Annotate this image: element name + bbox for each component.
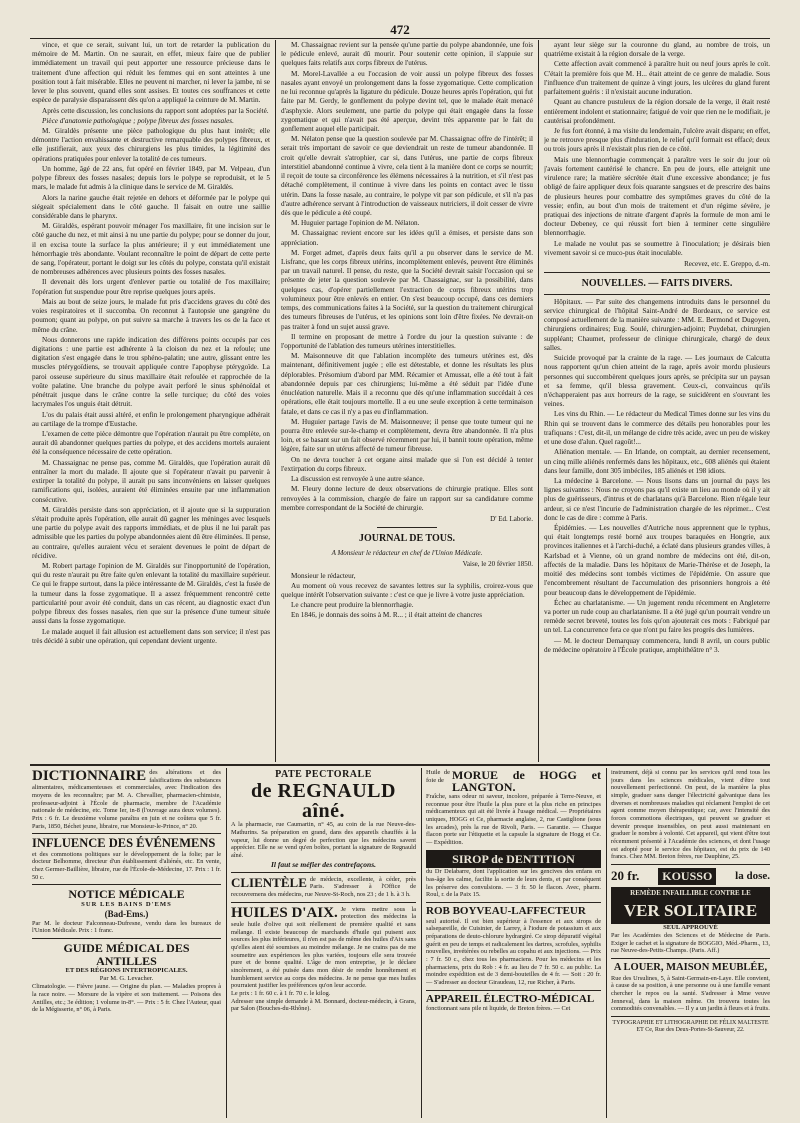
separator: [544, 272, 770, 273]
paragraph: Nous donnerons une rapide indication des différens points occupés par ces digitations : une partie est adhérente à la cloison du nez et la refoule; une digitation s'est engagée dans le trou sphéno-palatin; une autre, glissant entre les muscles ptérygoïdiens, se trouvait appliquée contre l'apophyse ptérygoïde. La paroi osseuse supérieure du sinus maxillaire était refoulée et rapprochée de la voûte palatine. Une branche du polype avait perforé le sinus sphénoïdal et pénétrait jusque dans le crâne contre la selle turcique; du côté des voies lacrymales l'os unguis était détruit.: [32, 335, 270, 409]
ad-text: fonctionnant sans pile ni liquide, de Breton frères. — Cet: [426, 1005, 571, 1013]
paragraph: ayant leur siège sur la couronne du gland, au nombre de trois, un quatrième existait à la région dorsale de la verge.: [544, 41, 770, 59]
separator: [32, 833, 221, 834]
paragraph: M. Forget admet, d'après deux faits qu'il a pu observer dans le service de M. Lisfranc, que les corps fibreux utérins, incomplètement enlevés, peuvent être éliminés par un travail naturel. Il pense, du reste, que la Société devrait saisir l'occasion qui se présente de jeter la question soulevée par M. Chassaignac, sur la possibilité, dans quelques cas, d'opérer partiellement l'extraction de corps fibreux utérins trop volumineux pour être enlevés en entier. On s'est beaucoup occupé, dans ces derniers temps, des communications faites à la Société, sur la question du traitement chirurgical des tumeurs fibreuses de l'utérus, et les opinions sont loin d'être fixées. Ne devrait-on pas traiter à fond un sujet aussi grave.: [281, 248, 533, 331]
ad-notice-medicale: [32, 888, 221, 935]
ad-rob-boyveau: [426, 906, 601, 987]
journal-date: Vaise, le 20 février 1850.: [462, 559, 533, 568]
journal-heading: JOURNAL DE TOUS.: [358, 532, 456, 544]
ad-text: Rue des Ursulines, 5, à Saint-Germain-en-Laye. Elle convient, à cause de sa position, à une personne ou à une famille venant chercher le repos ou la santé. S'adresser à Mme veuve Jenneval, dans la maison même. On trouvera toutes les commodités convenables. — Il y a un jardin à fleurs et à fruits.: [611, 974, 770, 1013]
column-divider-1: [275, 40, 276, 762]
ad-guide-antilles: [32, 942, 221, 1014]
separator: [32, 884, 221, 885]
ad-dose: la dose.: [735, 869, 770, 882]
paragraph: La discussion est renvoyée à une autre séance.: [291, 475, 425, 484]
ad-text: seul autorisé. Il est bien supérieur à l'essence et aux sirops de salsepareille, de Cuisinier, de Larrey, à l'iodure de potassium et aux préparations de deuto-chlorure hydrargiré. Ce sirop dépuratif végétal guérit en peu de temps et radicalement les dartres, scrofules, syphilis nouvelles, invétérées ou rebelles au copahu et aux injections. — Prix : 7 fr. 50 c., chez tous les pharmaciens. Pour les médecins et les pharmaciens, prix du Rob : 4 fr. au lieu de 7 fr. 50 c. au public. La moindre expédition est de 3 demi-bouteilles de 4 fr. — Soit : 20 fr. — S'adresser au docteur Giraudeau, 12, rue Richer, à Paris.: [426, 917, 601, 986]
news-item: Hôpitaux. — Par suite des changemens introduits dans le personnel du service chirurgical de l'hôpital Saint-André de Bordeaux, ce service est composé actuellement de la manière suivante : MM. E. Bermond et Dugoyen, chirurgiens ordinaires; Eug. Soulé, chirurgien-adjoint; Puydebat, chirurgien suppléant; Chaumet, professeur de clinique chirurgicale, chargé de deux salles.: [544, 297, 770, 352]
separator: [377, 527, 437, 528]
ad-title: INFLUENCE DES ÉVÉNEMENS: [32, 836, 216, 851]
ads-column-d: [611, 769, 770, 1119]
paragraph: M. Chassaignac revient sur la pensée qu'une partie du polype abandonnée, une fois le pédicule enlevé, aurait dû mourir. Pour soutenir cette opinion, il s'appuie sur quelques faits relatifs aux corps fibreux de l'utérus.: [281, 41, 533, 68]
ads-column-a: [32, 769, 221, 1119]
ad-text: Par M. le docteur Falconneau-Dufresne, vendu dans les bureaux de l'Union Médicale. Prix : 1 franc.: [32, 919, 221, 935]
ad-pate-pectorale: [231, 769, 416, 869]
section-heading: Pièce d'anatomie pathologique ; polype fibreux des fosses nasales.: [42, 116, 234, 125]
ad-title: NOTICE MÉDICALE: [68, 887, 185, 902]
separator: [32, 938, 221, 939]
column-1: [32, 41, 270, 759]
printer-imprint: TYPOGRAPHIE ET LITHOGRAPHIE DE FÉLIX MALTESTE ET Ce, Rue des Deux-Portes-St-Sauveur, 22.: [612, 1020, 769, 1034]
ad-title: CLIENTÈLE: [231, 874, 307, 890]
signature: D' Ed. Laborie.: [490, 514, 533, 523]
separator: [426, 902, 601, 903]
paragraph: Un homme, âgé de 22 ans, fut opéré en février 1849, par M. Velpeau, d'un polype fibreux des fosses nasales; depuis lors le polype se reproduisit, et le 5 mars, le malade fut admis à la clinique dans le service de M. Giraldès.: [32, 164, 270, 192]
ad-title: HUILES D'AIX.: [231, 904, 338, 921]
paragraph: M. Huguier partage l'avis de M. Maisonneuve; il pense que toute tumeur qui ne pourra être enlevée sur-le-champ et complètement, devra être abandonnée. Il n'a plus loin, et se basant sur un fait observé récemment par lui, il bannit toute opération, même légère, faite sur un utérus affecté de tumeur fibreuse.: [281, 417, 533, 454]
paragraph: Je fus fort étonné, à ma visite du lendemain, l'ulcère avait disparu; en effet, je ne retrouve presque plus d'induration, le relief qu'il formait est effacé; deux ou trois jours après il n'existait plus rien de ce côté.: [544, 126, 770, 154]
ad-title: SIROP de DENTITION: [426, 850, 601, 869]
paragraph: L'examen de cette pièce démontre que l'opération n'aurait pu être complète, on aurait dû abandonner quelques parties du polype, et des accidens mortels auraient été la conséquence nécessaire de cette opération.: [32, 429, 270, 457]
ad-subtitle: REMÈDE INFAILLIBLE CONTRE LE: [611, 887, 770, 900]
ad-title: de REGNAULD aîné.: [251, 780, 396, 823]
separator: [611, 958, 770, 959]
ad-text: Par les Académies des Sciences et de Médecine de Paris. Exiger le cachet et la signature de BOGGIO, Méd.-Pharm., 13, rue Neuve-des-Petits-Champs. (Paris. Aff.): [611, 931, 770, 955]
ad-subtitle: ET DES RÉGIONS INTERTROPICALES.: [65, 967, 188, 975]
separator: [544, 294, 770, 295]
news-item: Suicide provoqué par la crainte de la rage. — Les journaux de Calcutta nous rapportent qu'un chien atteint de la rage, après avoir mordu plusieurs personnes qui succombèrent quelques jours après, se précipita sur un paysan et sa femme, qu'il blessa gravement. Ceux-ci, convaincus qu'ils n'échapperaient pas aux horreurs de la rage, se suicidèrent en s'ouvrant les veines.: [544, 354, 770, 409]
separator: [426, 990, 601, 991]
paragraph: M. Maisonneuve dit que l'ablation incomplète des tumeurs utérines est, dès maintenant, définitivement jugée ; elle est détestable, et donne les résultats les plus déplorables. Présomium d'abord par MM. Récamier et Amussat, elle a été tout à fait abandonnée depuis par ces chirurgiens; lui-même a été séduit par l'idée d'une énucléation naturelle. Mais il a reconnu que dès qu'une inflammation succédait à ces opérations, elle était toujours mortelle. Il a eu une seule exception à cette terminaison fatale, et dans ce cas il n'y a pas eu d'inflammation.: [281, 352, 533, 416]
signature: Recevez, etc. E. Greppo, d.-m.: [684, 260, 770, 269]
ad-top: Huile de foie de: [426, 769, 450, 784]
paragraph: M. Giraldès, espérant pouvoir ménager l'os maxillaire, fit une incision sur le côté gauche du nez, et mit ainsi à nu une partie du polype; pour se donner du jour, il en excisa toute la surface la plus antérieure; il y eut immédiatement une hémorrhagie très abondante. Voulant reconnaître le point de départ de cette perte de sang, l'opérateur, portant le doigt sur les côtés du polype, constata qu'il existait de nombreuses adhérences avec plusieurs points des fosses nasales.: [32, 222, 270, 277]
paragraph: En 1846, je donnais des soins à M. R... ; il était atteint de chancres: [291, 611, 483, 620]
paragraph: Alors la narine gauche était rejetée en dehors et déformée par le polype qui siégeait spécialement dans le côté gauche. Il faisait en outre une saillie considérable dans le pharynx.: [32, 193, 270, 220]
paragraph: M. Huguier partage l'opinion de M. Nélaton.: [291, 219, 420, 228]
ad-title: A LOUER, MAISON MEUBLÉE,: [613, 962, 768, 973]
ad-subtitle: SUR LES BAINS D'EMS: [81, 900, 172, 908]
ad-title: GUIDE MÉDICAL DES ANTILLES: [63, 941, 190, 968]
paragraph: M. Morel-Lavallée a eu l'occasion de voir aussi un polype fibreux des fosses nasales ayant envoyé un prolongement dans la fosse zygomatique. Cette complication ne lui reconnue qu'après la ligature du pédicule. Douze heures après l'opération, qui fut faite par M. Gerdy, le gonflement du polype devint tel, que le malade était menacé d'asphyxie. Alors seulement, une partie du polype qui était engagée dans la fosse zygomatique et qui n'avait pas été aperçue, devint très apparente par le fait du gonflement auquel elle participait.: [281, 69, 533, 133]
paragraph: Il devenait dès lors urgent d'enlever partie ou totalité de l'os maxillaire; l'opération fut suspendue pour être reprise quelques jours après.: [32, 278, 270, 296]
ad-morue: [426, 769, 601, 847]
separator: [611, 1016, 770, 1017]
journal-subheading: A Monsieur le rédacteur en chef de l'Union Médicale.: [331, 548, 483, 557]
ad-price: 20 fr.: [611, 868, 640, 884]
ads-divider-1: [226, 768, 227, 1118]
paragraph: L'os du palais était aussi altéré, et enfin le prolongement pharyngique adhérait au cartilage de la trompe d'Eustache.: [32, 410, 270, 428]
ad-approved: SEUL APPROUVÉ: [663, 923, 718, 931]
news-item: Les vins du Rhin. — Le rédacteur du Medical Times donne sur les vins du Rhin qui se trouvent dans le commerce des détails peu honorables pour les trafiquans : C'est, dit-il, un mélange de cidre très acide, avec un peu de wiskey et une dose d'alun. Quel ragoût!...: [544, 410, 770, 447]
paragraph: M. Giraldès présente une pièce pathologique du plus haut intérêt; elle démontre l'action envahissante et destructive remarquable des polypes fibreux, et elle justifierait, aux yeux des chirurgiens les plus timides, la légitimité des opérations pratiquées pour enlever la totalité de ces tumeurs.: [32, 126, 270, 163]
ad-text: de médecin, excellente, à céder, près Paris. S'adresser à l'Office de recouvremens des médecins, rue Neuve-St-Roch, nos 23 ; de 1 h. à 3 h.: [231, 875, 416, 899]
news-item: Aliénation mentale. — En Irlande, on comptait, au dernier recensement, un cinq mille aliénés renfermés dans les hôpitaux, etc., 608 aliénés qui étaient dans leur famille, dont 305 imbéciles, 185 aliénés et 198 idiots.: [544, 448, 770, 475]
ad-text: A la pharmacie, rue Caumartin, n° 45, au coin de la rue Neuve-des-Mathurins. Sa préparation en grand, dans des appareils chauffés à la vapeur, lui donne un degré de perfection que les médecins savent apprécier. Elle ne se vend qu'en boîtes, portant la signature de Regnauld aîné.: [231, 821, 416, 859]
ad-title: KOUSSO: [658, 868, 716, 885]
news-item: La médecine à Barcelone. — Nous lisons dans un journal du pays les lignes suivantes : Nous ne croyons pas qu'il existe un lieu au monde où il y ait plus de guérisseurs, d'intrus et de charlatans qu'à Barcelone. Rien n'égale leur ardeur, si ce n'est l'incurie de l'administration chargée de les réprimer... C'est donc le cas de dire : comme à Paris.: [544, 476, 770, 522]
paragraph: Le malade ne voulut pas se soumettre à l'inoculation; je désirais bien vivement savoir si ce muco-pus était inoculable.: [544, 239, 770, 257]
ad-dictionnaire: [32, 769, 221, 830]
paragraph: Le malade auquel il fait allusion est actuellement dans son service; il n'est pas très décidé à subir une opération, qui cependant devient urgente.: [32, 627, 270, 645]
top-rule: [30, 38, 770, 39]
ad-text: Je viens mettre sous la protection des médecins la seule huile d'olive qui soit réellement de première qualité et sans mélange. Il existe beaucoup de marchands d'huile qui puisent aux sources les plus inférieures, il n'en est pas de même des huiles d'Aix sans qu'elles aient été soumises au moindre mélange. Je ne crains pas de me soumettre aux expériences les plus variées, toujours elle sera trouvée pure et de bonne qualité. L'âge de mon entreprise, je le déclare sincèrement, a été puisée dans mon désir de rendre honnêtement et humblement service au corps des médecins. Je ne pense que mes huiles pourraient justifier les préférences qu'on leur accorde.: [231, 905, 416, 990]
paragraph: Le chancre peut produire la blennorrhagie.: [291, 601, 414, 610]
ads-top-rule: [30, 764, 770, 766]
paragraph: Après cette discussion, les conclusions du rapport sont adoptées par la Société.: [42, 106, 269, 115]
separator: [231, 902, 416, 903]
ad-text: Climatologie. — Fièvre jaune. — Origine du plan. — Maladies propres à la race noire. — Morsure de la vipère et son traitement. — Poisons des Antilles, etc.; 3e édition; 1 volume in-8°. — Prix : 5 fr. Chez l'Auteur, quai de la Mégisserie, n° 06, à Paris.: [32, 983, 221, 1014]
paragraph: Quant au chancre pustuleux de la région dorsale de la verge, il était resté entièrement indolent et stationnaire; fatigué de voir que rien ne le modifiait, je cautérisai profondément.: [544, 98, 770, 125]
page-number: 472: [390, 22, 410, 37]
separator: [611, 864, 770, 865]
paragraph: Cette affection avait commencé à paraître huit ou neuf jours après le coït. C'était la première fois que M. H... était atteint de ce genre de maladie. Sous l'influence d'un traitement de quinze à vingt jours, les ulcères du gland furent parfaitement guéris : il n'existait aucune induration.: [544, 60, 770, 97]
ad-big-title: VER SOLITAIRE: [611, 899, 770, 924]
paragraph: Mais une blennorrhagie commençait à paraître vers le soir du jour où j'avais fortement cautérisé le chancre. En peu de jours, elle atteignit une virulence rare; la matière sécrétée était d'une excessive abondance; je fus obligé de faire appliquer deux fois quarante sangsues et de prescrire des bains de plusieurs heures pour combattre des symptômes graves du côté de la vessie; enfin, au bout d'un mois de traitement et d'un régime sévère, je pratiquai des injections de nitrate d'argent d'après la formule de mon ami le docteur Debeney, ce qui réussit fort bien à terminer cette singulière blennorrhagie.: [544, 155, 770, 238]
column-2: [281, 41, 533, 759]
paragraph: M. Chassaignac ne pense pas, comme M. Giraldès, que l'opération aurait dû entraîner la mort du malade. Il ajoute que si l'opérateur n'avait pu parvenir à extirper la totalité du polype, il aurait pu sans inconvéniens en laisser quelques ramifications qui, isolées, auraient été éliminées ensuite par une inflammation consécutive.: [32, 458, 270, 504]
news-item: Échec au charlatanisme. — Un jugement rendu récemment en Angleterre va porter un rude coup au charlatanisme. Il a été jugé qu'un pourrait vendre un remède secret breveté, toutes les fois qu'on ajouterait ces mots : Fabriqué par un tel. La concurrence fera ce que n'ont pu faire les progrès des lumières.: [544, 598, 770, 635]
ad-title: DICTIONNAIRE: [32, 769, 147, 784]
paragraph: Monsieur le rédacteur,: [291, 571, 356, 580]
ad-text: Fraîche, sans odeur ni saveur, incolore, préparée à Terre-Neuve, et reconnue pour être l'huile la plus pure et la plus riche en principes médicamenteux qui ait été livrée à l'usage médical. — Propriétaires uniques, HOGG et Ce, pharmacie anglaise, 2, rue Castiglione (sous les arcades), près la rue de Rivoli, Paris. — Garantie. — Chaque flacon porte sur l'étiquette et la capsule la signature de Hogg et Ce. — Expédition.: [426, 793, 601, 847]
ad-appareil-electro: [426, 994, 601, 1013]
ads-column-c: [426, 769, 601, 1119]
ads-divider-3: [606, 768, 607, 1118]
paragraph: M. Giraldès persiste dans son appréciation, et il ajoute que si la suppuration s'était produite après l'opération, elle aurait dû gagner les méninges avec lesquels une partie du polype avait des rapports immédiats, et de plus il ne lui paraît pas admissible que les parties du polype abandonnées aient dû être éliminées. Il pense, au contraire, qu'elles auraient vécu et seraient devenues le point de départ de récidive.: [32, 505, 270, 560]
ad-kousso: [611, 868, 770, 955]
separator: [231, 872, 416, 873]
news-heading: NOUVELLES. — FAITS DIVERS.: [581, 277, 733, 289]
ad-subtitle-2: (Bad-Ems.): [104, 908, 149, 919]
ad-text: du Dr Delabarre, dont l'application sur les gencives des enfans en bas-âge les calme, facilite la sortie de leurs dents, et par conséquent les préserve des convulsions. — 3 fr. 50 le flacon. Avec, pharm. Roul, r. de la Paix 15.: [426, 868, 601, 899]
ad-title: ROB BOYVEAU-LAFFECTEUR: [426, 905, 586, 918]
ad-price: Le prix : 1 fr. 60 c. à 1 fr. 70 c. le kilog.: [231, 990, 331, 998]
paragraph: M. Chassaignac revient encore sur les idées qu'il a émises, et persiste dans son appréciation.: [281, 229, 533, 247]
ad-huiles-aix: [231, 906, 416, 1013]
ad-warning: Il faut se méfier des contrefaçons.: [271, 859, 376, 869]
news-item: Épidémies. — Les nouvelles d'Autriche nous apprennent que le typhus, qui était longtemps resté borné aux troupes baraquées en Hongrie, aux provinces italiennes et à l'archi-duché, a éclaté dans plusieurs grandes villes, à Karlsbad et à Vienne, où un grand nombre de médecins ont été, dit-on, affectés de la maladie. Dans les hôpitaux de Marie-Thérèse et de Joseph, la moitié des médecins sont tombés victimes de l'épidémie. On assure que l'encombrement résultant de l'accumulation des prisonniers hongrois a été pour beaucoup dans le développement de l'épidémie.: [544, 524, 770, 597]
paragraph: M. Robert partage l'opinion de M. Giraldès sur l'inopportunité de l'opération, qui du reste n'aurait pu être faite qu'en enlevant la totalité du maxillaire supérieur. Ce qui le frappe surtout, dans la pièce intéressante de M. Giraldès, c'est la fusée de la tumeur dans la fosse zygomatique. Il a assez fréquemment rencontré cette particularité pour avoir été conduit, dans un cas récent, au diagnostic exact d'un polype fibreux des fosses nasales, rien que sur la présence d'une tumeur située aussi dans la fosse zygomatique.: [32, 562, 270, 626]
paragraph: M. Nélaton pense que la question soulevée par M. Chassaignac offre de l'intérêt; il serait très important de savoir ce que deviendrait un reste de tumeur abandonnée. Il croit qu'elle devrait s'atrophier, car si, dans l'utérus, une partie de corps fibreux interstitiel abandonné continue à vivre, cela tient à la manière dont ce corps se nourrit; il reçoit de toute sa circonférence les élémens nécessaires à la nutrition, et s'il n'est pas détaché complètement, il continue à vivre dans les points en contact avec le tissu utérin. Dans la fosse nasale, au contraire, le polype vit par son pédicule, et s'il n'a pas d'autre adhérence servant à l'introduction de vaisseaux nutriciers, il doit cesser de vivre dès que le pédicule a été coupé.: [281, 135, 533, 217]
paragraph: M. Fleury donne lecture de deux observations de chirurgie pratique. Elles sont renvoyées à la commission, chargée de faire un rapport sur sa candidature comme membre correspondant de la Société de chirurgie.: [281, 485, 533, 512]
ad-author: Par M. G. Levacher.: [99, 975, 154, 983]
ad-address: Adresser une simple demande à M. Bonnard, docteur-médecin, à Grans, par Salon (Bouches-du-Rhône).: [231, 997, 416, 1013]
paragraph: Au moment où vous recevez de savantes lettres sur la syphilis, croirez-vous que quelque intérêt l'observation suivante : c'est ce que je livre à votre juste appréciation.: [281, 581, 533, 600]
ad-top: PATE PECTORALE: [275, 769, 372, 780]
ad-influence: [32, 837, 221, 881]
ad-clientele: [231, 876, 416, 899]
ad-a-louer: [611, 962, 770, 1013]
ad-title: APPAREIL ÉLECTRO-MÉDICAL: [426, 992, 595, 1005]
ads-column-b: [231, 769, 416, 1119]
ad-text: et des commotions politiques sur le développement de la folie; par le docteur Belhomme, directeur d'un établissement d'aliénés, etc. En vente, chez Germer-Baillière, libraire, rue de l'École-de-Médecine, 17. Prix : 1 fr. 50 c.: [32, 850, 221, 881]
paragraph: Il termine en proposant de mettre à l'ordre du jour la question suivante : de l'opportunité de l'ablation des tumeurs utérines interstitielles.: [281, 332, 533, 350]
ad-title: MORUE de HOGG et LANGTON.: [452, 769, 601, 794]
ad-text: instrument, déjà si connu par les services qu'il rend tous les jours dans les sciences médicales, vient d'être tout nouvellement perfectionné. On peut, de la manière la plus simple, graduer sans danger l'électricité galvanique dans les diverses et nombreuses maladies qui réclament l'emploi de cet agent comme moyen thérapeutique; car, avec l'intensité des forces commotions électriques, qui peuvent se graduer et devenir presque insensibles, on peut aussi maintenant en graduer le nombre à volonté. Cet appareil, qui vient d'être tout récemment présenté à l'Académie des sciences, et dont l'usage est adopté pour le service des hôpitaux, est du prix de 140 francs. Chez MM. Breton frères, rue Dauphine, 25.: [611, 769, 770, 861]
paragraph: vince, et que ce serait, suivant lui, un tort de retarder la publication du mémoire de M. Martin. On ne saurait, en effet, mieux faire que de publier immédiatement un travail qui peut apporter une ressource précieuse dans le traitement d'une affection qui réduit les femmes qui en sont atteintes à une position tout à fait misérable. Elles ne peuvent ni marcher, ni lever la jambe, ni se lever le plus souvent, quand elles sont assises. Et toutes ces souffrances et cette espèce de paralysie disparaissent dès qu'on a appliqué la ceinture de M. Martin.: [32, 41, 270, 105]
ad-text: des altérations et des falsifications des substances alimentaires, médicamenteuses et commerciales, avec l'indication des moyens de les reconnaître; par M. A. Chevallier, pharmacien-chimiste, professeur-adjoint à l'École de pharmacie, membre de l'Académie nationale de médecine, etc. Tome Ier, in-8 (l'ouvrage aura deux volumes). Prix : 6 fr. Le deuxième volume paraîtra en juin et ne coûtera que 5 fr. Paris, 1850, Béchet jeune, libraire, rue Monsieur-le-Prince, n° 20.: [32, 769, 221, 830]
ads-divider-2: [421, 768, 422, 1118]
column-3: [544, 41, 770, 759]
column-divider-2: [538, 40, 539, 762]
news-item: — M. le docteur Demarquay commencera, lundi 8 avril, un cours public de médecine opératoire à l'École pratique, amphithéâtre n° 3.: [544, 636, 770, 654]
paragraph: Mais au bout de seize jours, le malade fut pris d'accidens graves du côté des voies respiratoires et il succomba. On reconnut à l'autopsie une gangrène du poumon; quant au polype, on put suivre sa marche à travers les os de la face et même du crâne.: [32, 297, 270, 334]
ad-sirop-dentition: [426, 850, 601, 899]
paragraph: On ne devra toucher à cet organe ainsi malade que si l'on est décidé à tenter l'extirpation du corps fibreux.: [281, 455, 533, 473]
